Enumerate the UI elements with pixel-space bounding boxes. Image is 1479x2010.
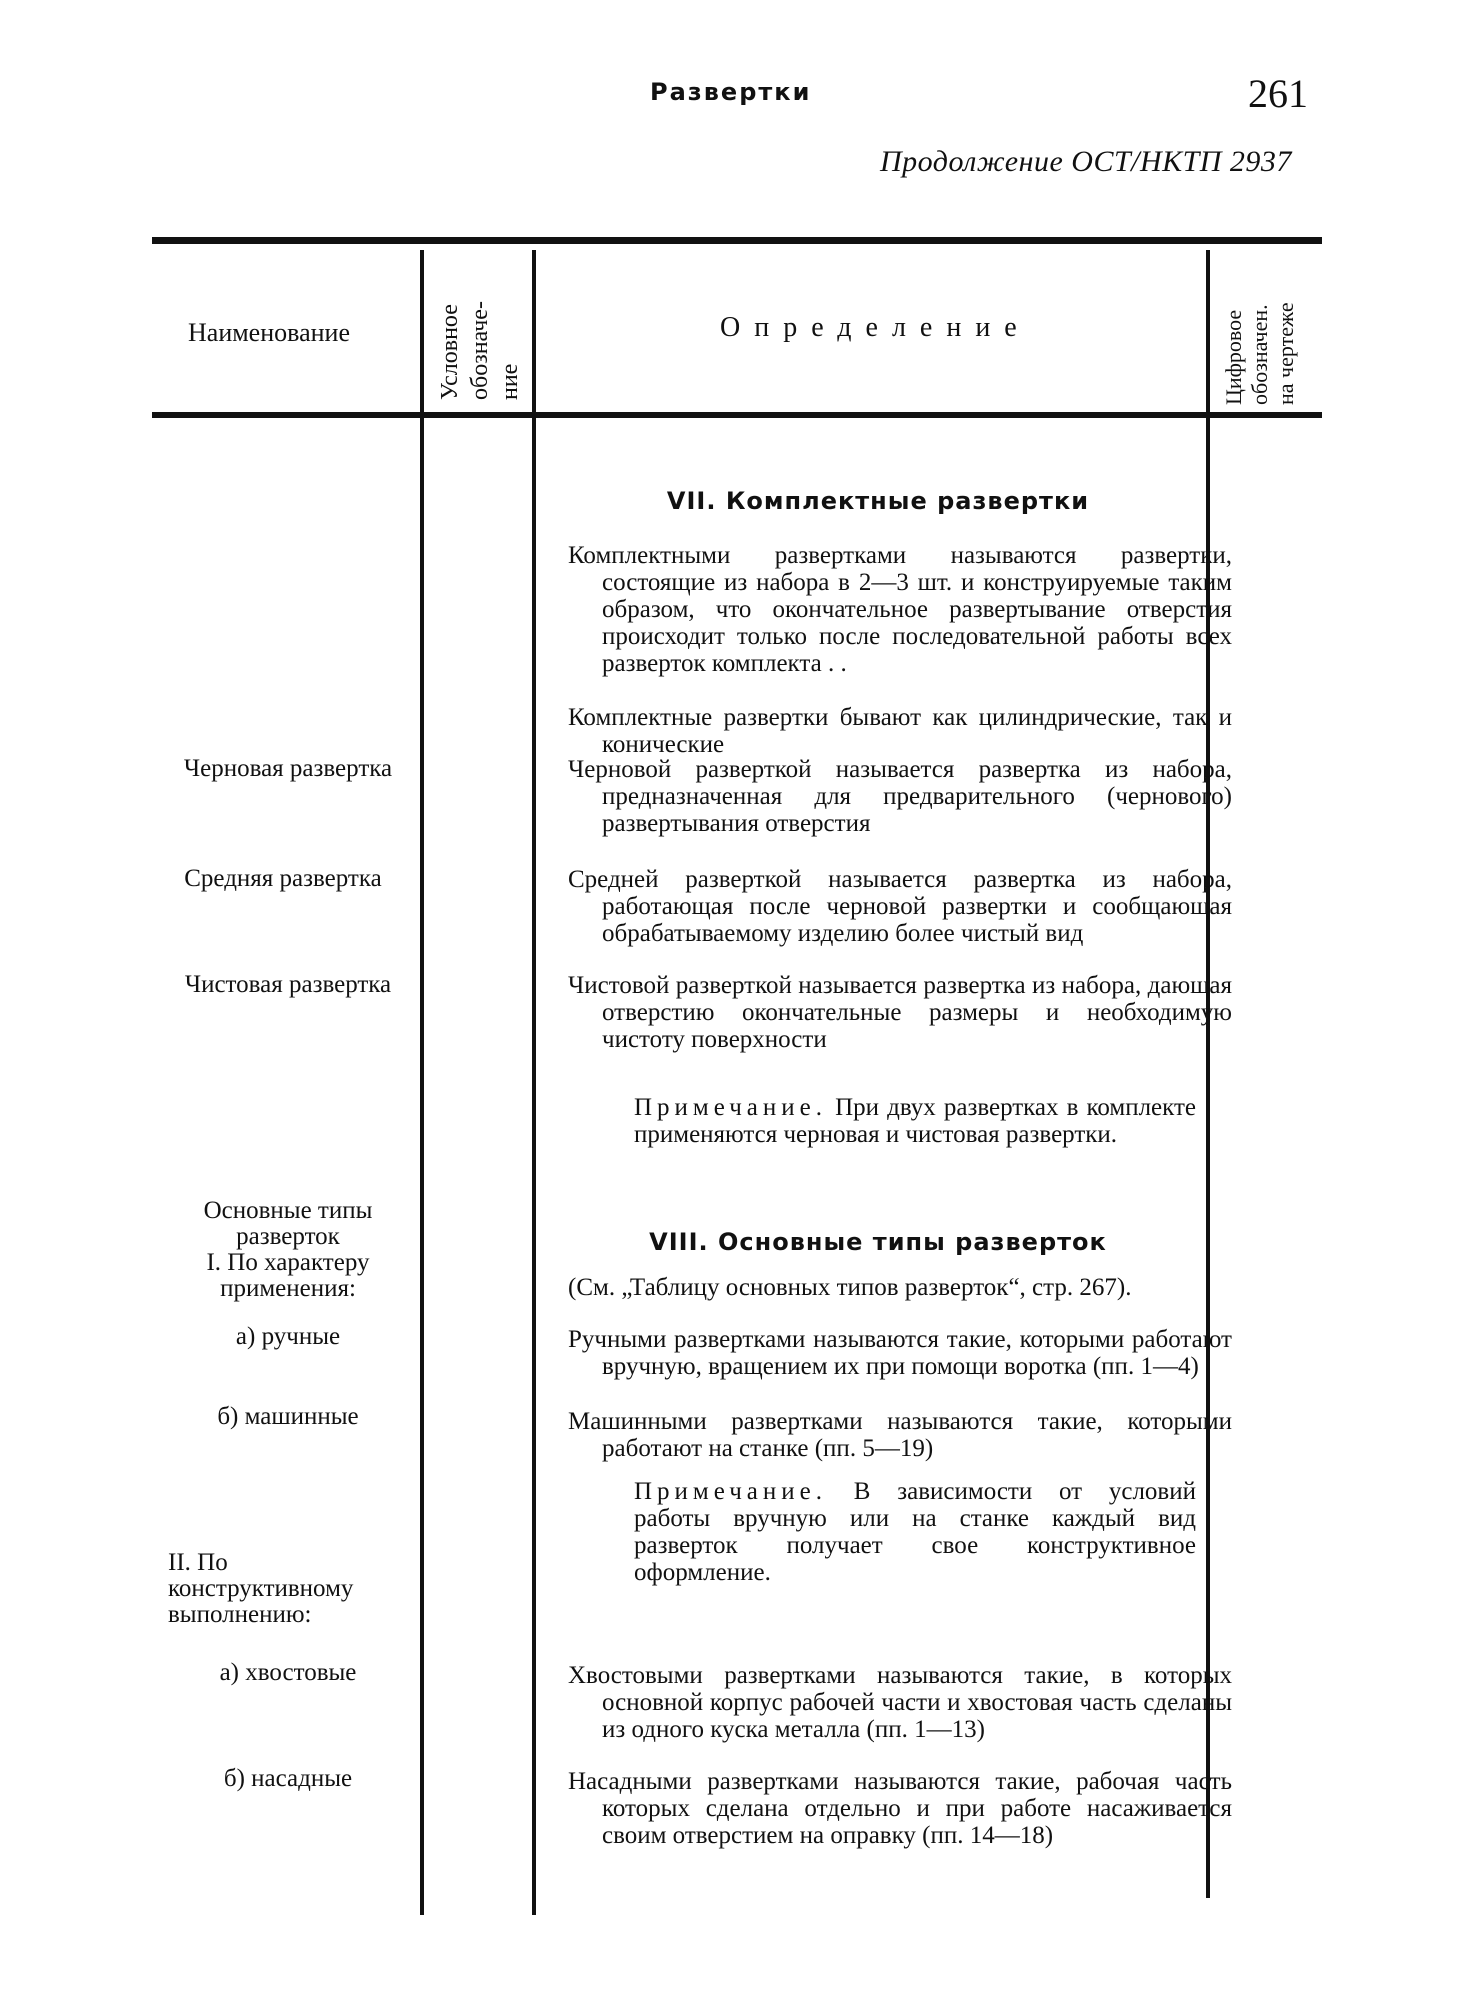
term-by-use: I. По характеру применения: bbox=[206, 1249, 370, 1302]
column-header-digital-line2: обозначен. bbox=[1247, 304, 1272, 405]
column-divider-3 bbox=[1206, 250, 1210, 1898]
column-divider-2 bbox=[532, 250, 536, 1915]
note-label: Примечание. bbox=[634, 1094, 828, 1121]
column-header-definition: Определение bbox=[720, 312, 1031, 343]
running-title: Развертки bbox=[650, 78, 812, 106]
continuation-note: Продолжение ОСТ/НКТП 2937 bbox=[880, 145, 1292, 178]
column-header-digital-line1: Цифровое bbox=[1221, 309, 1246, 405]
term-rough-reamer: Черновая развертка bbox=[183, 755, 393, 782]
definition-complete-reamers: Комплектными развертками называются развертки, состоящие из набора в 2—3 шт. и конструируемые таким образом, что окончательное развертывание отверстия происходит только после последовательной работы всех разверток комплекта . . bbox=[568, 542, 1232, 677]
term-shank: а) хвостовые bbox=[219, 1659, 357, 1686]
column-header-symbol-line1: Условное bbox=[437, 304, 463, 400]
note-text: При двух развертках в комплекте применяются черновая и чистовая развертки. bbox=[634, 1094, 1196, 1148]
column-header-digital-line3: на чертеже bbox=[1273, 302, 1298, 405]
table-top-rule bbox=[152, 237, 1322, 244]
definition-shank: Хвостовыми развертками называются такие, в которых основной корпус рабочей части и хвостовая часть сделаны из одного куска металла (пп. 1—13) bbox=[568, 1662, 1232, 1743]
note-section-viii bbox=[634, 1478, 1196, 1586]
column-header-symbol-line2: обозначе- bbox=[467, 301, 493, 400]
column-header-name: Наименование bbox=[188, 318, 350, 347]
term-middle-reamer: Средняя развертка bbox=[184, 865, 382, 892]
term-basic-types: Основные типы разверток bbox=[203, 1197, 373, 1250]
definition-rough-reamer: Черновой разверткой называется развертка из набора, предназначенная для предварительного (чернового) развертывания отверстия bbox=[568, 756, 1232, 837]
definition-see-table: (См. „Таблицу основных типов разверток“, стр. 267). bbox=[568, 1274, 1132, 1301]
definition-middle-reamer: Средней разверткой называется развертка из набора, работающая после черновой развертки и сообщающая обрабатываемому изделию более чистый вид bbox=[568, 866, 1232, 947]
definition-finish-reamer: Чистовой разверткой называется развертка из набора, дающая отверстию окончательные размеры и необходимую чистоту поверхности bbox=[568, 972, 1232, 1053]
definition-complete-kinds: Комплектные развертки бывают как цилиндрические, так и конические bbox=[568, 704, 1232, 758]
term-shell: б) насадные bbox=[223, 1765, 353, 1792]
note-label: Примечание. bbox=[634, 1478, 828, 1505]
column-divider-1 bbox=[420, 250, 424, 1915]
term-by-design: II. По конструктивному выполнению: bbox=[168, 1549, 354, 1628]
table-header-rule bbox=[152, 412, 1322, 418]
section-title-vii: VII. Комплектные развертки bbox=[666, 487, 1090, 515]
page-number: 261 bbox=[1248, 71, 1308, 116]
term-finish-reamer: Чистовая развертка bbox=[184, 971, 392, 998]
definition-shell: Насадными развертками называются такие, рабочая часть которых сделана отдельно и при работе насаживается своим отверстием на оправку (пп. 14—18) bbox=[568, 1768, 1232, 1849]
note-text: В зависимости от условий работы вручную или на станке каждый вид разверток получает свое конструктивное оформление. bbox=[634, 1478, 1196, 1586]
definition-machine: Машинными развертками называются такие, которыми работают на станке (пп. 5—19) bbox=[568, 1408, 1232, 1462]
definition-manual: Ручными развертками называются такие, которыми работают вручную, вращением их при помощи воротка (пп. 1—4) bbox=[568, 1326, 1232, 1380]
section-title-viii: VIII. Основные типы разверток bbox=[649, 1228, 1107, 1256]
note-section-vii bbox=[634, 1094, 1196, 1148]
term-manual: а) ручные bbox=[235, 1323, 341, 1350]
term-machine: б) машинные bbox=[217, 1403, 359, 1430]
column-header-symbol-line3: ние bbox=[497, 363, 523, 400]
